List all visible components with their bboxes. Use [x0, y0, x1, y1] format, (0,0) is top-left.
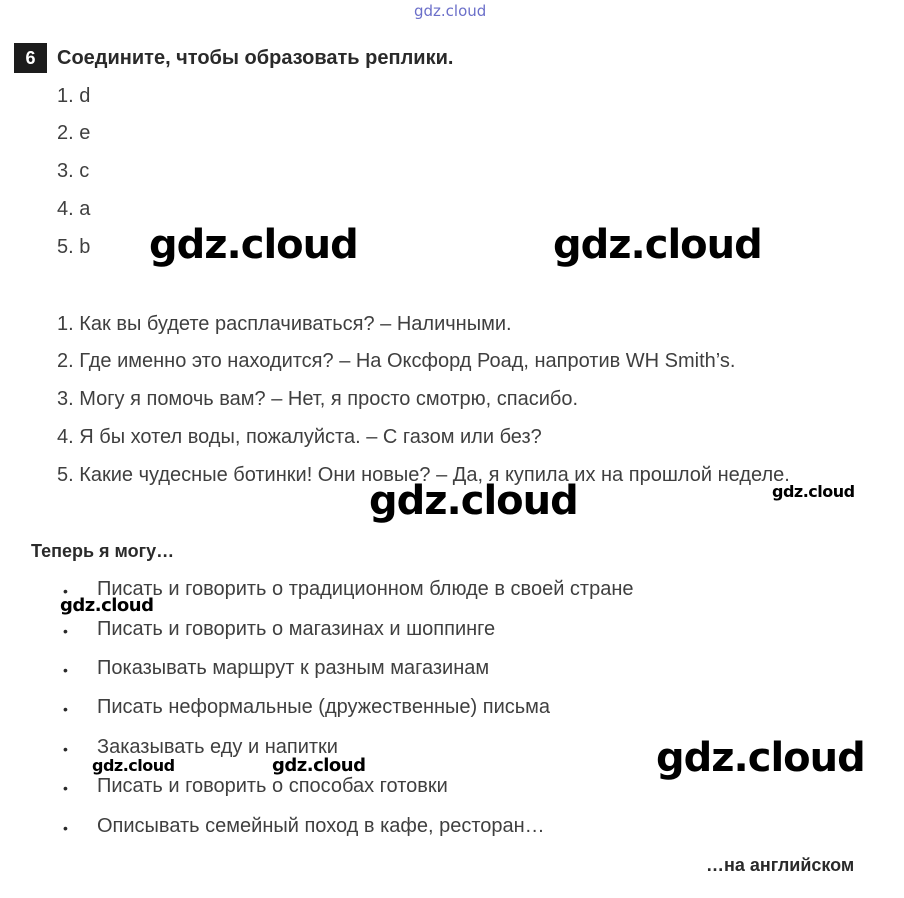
answer-item: 2. e: [57, 122, 91, 144]
skill-item: Заказывать еду и напитки: [97, 736, 338, 758]
bullet-icon: •: [63, 780, 68, 796]
bullet-icon: •: [63, 583, 68, 599]
answer-item: 4. a: [57, 198, 91, 220]
bullet-icon: •: [63, 820, 68, 836]
bullet-icon: •: [63, 741, 68, 757]
watermark: gdz.cloud: [772, 482, 855, 501]
section-title: Теперь я могу…: [31, 541, 175, 561]
skill-item: Писать и говорить о способах готовки: [97, 775, 448, 797]
bullet-icon: •: [63, 701, 68, 717]
answer-item: 1. d: [57, 85, 91, 107]
watermark: gdz.cloud: [149, 222, 358, 268]
bullet-icon: •: [63, 623, 68, 639]
watermark: gdz.cloud: [60, 595, 154, 616]
watermark: gdz.cloud: [369, 478, 578, 524]
skill-item: Описывать семейный поход в кафе, ресторан…: [97, 815, 545, 837]
watermark: gdz.cloud: [272, 755, 366, 776]
dialogue-line: 4. Я бы хотел воды, пожалуйста. – С газом или без?: [57, 426, 542, 448]
watermark: gdz.cloud: [656, 735, 865, 781]
footer-note: …на английском: [706, 855, 855, 875]
skill-item: Писать неформальные (дружественные) письма: [97, 696, 551, 718]
skill-item: Показывать маршрут к разным магазинам: [97, 657, 490, 679]
exercise-number-badge: 6: [14, 43, 47, 73]
answer-item: 5. b: [57, 236, 91, 258]
watermark: gdz.cloud: [92, 756, 175, 775]
skill-item: Писать и говорить о магазинах и шоппинге: [97, 618, 496, 640]
dialogue-line: 3. Могу я помочь вам? – Нет, я просто смотрю, спасибо.: [57, 388, 579, 410]
dialogue-line: 5. Какие чудесные ботинки! Они новые? – Да, я купила их на прошлой неделе.: [57, 464, 790, 486]
exercise-title: Соедините, чтобы образовать реплики.: [57, 47, 454, 69]
dialogue-line: 1. Как вы будете расплачиваться? – Наличными.: [57, 313, 512, 335]
watermark: gdz.cloud: [553, 222, 762, 268]
skill-item: Писать и говорить о традиционном блюде в своей стране: [97, 578, 634, 600]
dialogue-line: 2. Где именно это находится? – На Оксфорд Роад, напротив WH Smith’s.: [57, 350, 736, 372]
answer-item: 3. c: [57, 160, 90, 182]
bullet-icon: •: [63, 662, 68, 678]
watermark-top: gdz.cloud: [414, 2, 487, 20]
